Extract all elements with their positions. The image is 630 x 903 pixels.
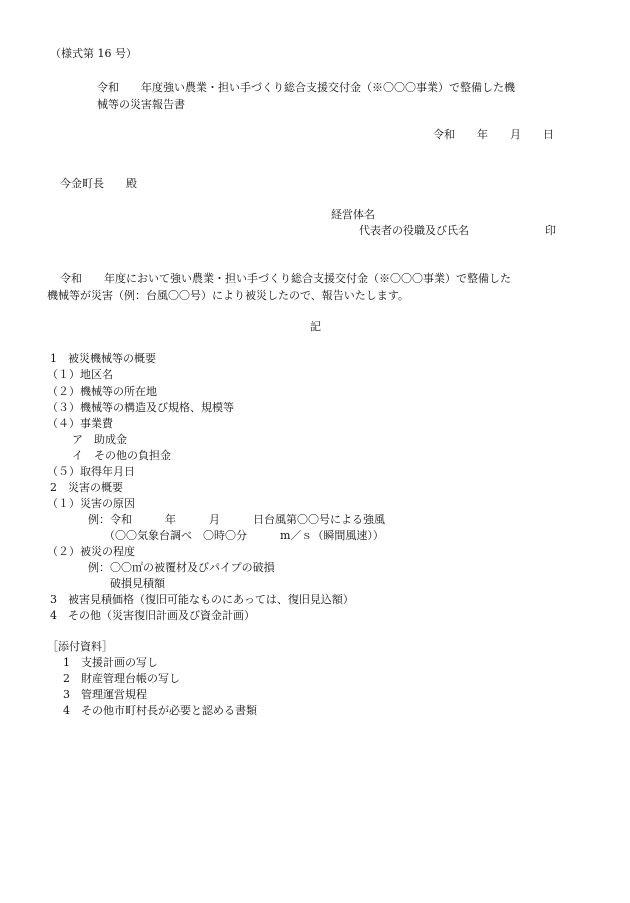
cause-example-line-1: 例：令和 年 月 日台風第〇〇号による強風 — [88, 513, 385, 526]
form-number: （様式第 16 号） — [50, 47, 137, 60]
item-subsidy: ア 助成金 — [72, 433, 127, 446]
title-line-1: 令和 年度強い農業・担い手づくり総合支援交付金（※〇〇〇事業）で整備した機 — [97, 81, 515, 94]
section-2-heading: 2 災害の概要 — [50, 481, 123, 494]
item-damage-extent: （２）被災の程度 — [47, 545, 135, 558]
item-area-name: （１）地区名 — [47, 368, 113, 381]
body-line-1: 令和 年度において強い農業・担い手づくり総合支援交付金（※〇〇〇事業）で整備した — [60, 272, 511, 285]
item-location: （２）機械等の所在地 — [47, 385, 157, 398]
attachment-item: 2 財産管理台帳の写し — [63, 672, 180, 685]
attachment-item: 4 その他市町村長が必要と認める書類 — [63, 704, 257, 717]
item-project-cost: （４）事業費 — [47, 417, 113, 430]
section-4-heading: 4 その他（災害復旧計画及び資金計画） — [50, 609, 255, 622]
attachments-heading: ［添付資料］ — [47, 640, 113, 653]
damage-example-line-2: 破損見積額 — [110, 577, 165, 590]
item-acquisition-date: （５）取得年月日 — [47, 465, 135, 478]
item-structure: （３）機械等の構造及び規格、規模等 — [47, 401, 234, 414]
body-line-2: 機械等が災害（例：台風〇〇号）により被災したので、報告いたします。 — [47, 289, 409, 302]
attachment-item: 1 支援計画の写し — [63, 656, 158, 669]
date-line: 令和 年 月 日 — [433, 128, 554, 141]
item-cause: （１）災害の原因 — [47, 497, 135, 510]
title-line-2: 械等の災害報告書 — [97, 98, 185, 111]
damage-example-line-1: 例：〇〇㎡の被覆材及びパイプの破損 — [88, 561, 275, 574]
entity-name-label: 経営体名 — [331, 208, 375, 221]
attachment-item: 3 管理運営規程 — [63, 688, 147, 701]
representative-label: 代表者の役職及び氏名 — [359, 224, 469, 237]
section-3-heading: 3 被害見積価格（復旧可能なものにあっては、復旧見込額） — [50, 593, 354, 606]
addressee: 今金町長 殿 — [60, 177, 137, 190]
item-other-burden: イ その他の負担金 — [72, 449, 171, 462]
seal-mark: 印 — [545, 224, 556, 237]
section-1-heading: 1 被災機械等の概要 — [50, 352, 156, 365]
ki-heading: 記 — [310, 320, 321, 333]
cause-example-line-2: （〇〇気象台調べ 〇時〇分 m／ｓ（瞬間風速）） — [104, 529, 384, 542]
